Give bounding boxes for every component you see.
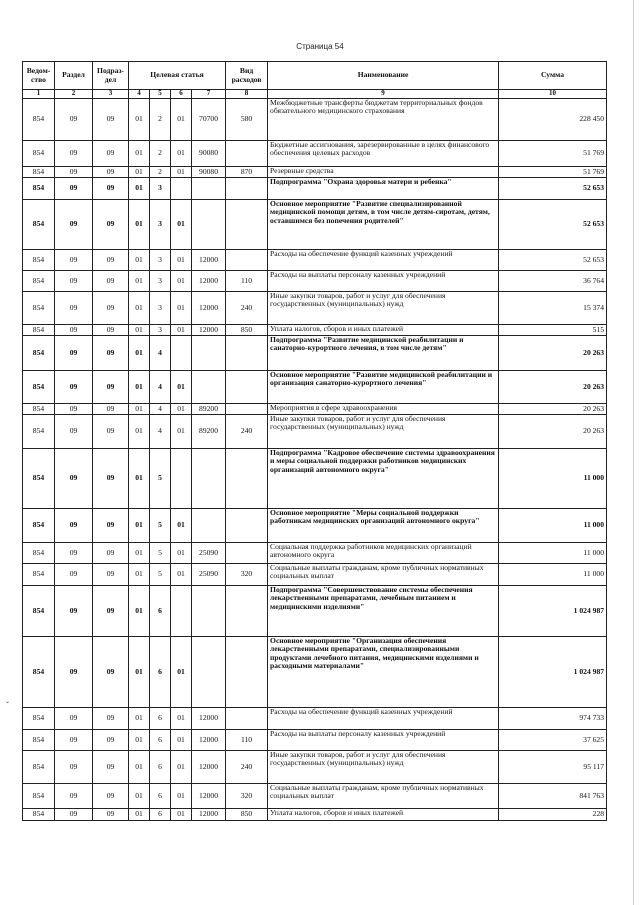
cell-naimenovanie: Расходы на выплаты персоналу казенных учреждений <box>268 271 499 292</box>
cell-vid-rashodov <box>226 586 268 637</box>
cell-podrazdel: 09 <box>93 415 129 449</box>
cell-naimenovanie: Мероприятия в сфере здравоохранения <box>268 404 499 415</box>
cell-celevaya-2: 4 <box>150 336 171 371</box>
cell-razdel: 09 <box>55 809 93 821</box>
table-row <box>23 543 607 564</box>
cell-celevaya-2: 3 <box>150 325 171 336</box>
header-summa: Сумма <box>499 62 607 90</box>
header-razdel: Раздел <box>55 62 93 90</box>
cell-celevaya-2: 5 <box>150 543 171 564</box>
cell-vedomstvo: 854 <box>23 730 55 751</box>
cell-celevaya-1: 01 <box>129 809 150 821</box>
cell-podrazdel: 09 <box>93 336 129 371</box>
budget-table <box>22 61 607 821</box>
cell-naimenovanie: Резервные средства <box>268 167 499 178</box>
header-row <box>23 62 607 90</box>
cell-naimenovanie: Межбюджетные трансферты бюджетам территориальных фондов обязательного медицинского страхования <box>268 99 499 141</box>
table-row <box>23 637 607 708</box>
cell-podrazdel: 09 <box>93 751 129 784</box>
cell-podrazdel: 09 <box>93 449 129 509</box>
cell-summa: 20 263 <box>499 336 607 371</box>
cell-celevaya-2: 6 <box>150 637 171 708</box>
cell-celevaya-1: 01 <box>129 325 150 336</box>
cell-razdel: 09 <box>55 178 93 200</box>
cell-podrazdel: 09 <box>93 809 129 821</box>
cell-vid-rashodov <box>226 141 268 167</box>
cell-celevaya-1: 01 <box>129 543 150 564</box>
cell-celevaya-3: 01 <box>171 564 192 586</box>
cell-podrazdel: 09 <box>93 404 129 415</box>
table-row <box>23 708 607 730</box>
cell-celevaya-4 <box>192 371 226 404</box>
cell-vid-rashodov <box>226 637 268 708</box>
cell-celevaya-2: 3 <box>150 250 171 271</box>
header-vedomstvo: Ведом-ство <box>23 62 55 90</box>
cell-celevaya-4: 12000 <box>192 730 226 751</box>
cell-celevaya-2: 4 <box>150 371 171 404</box>
cell-celevaya-1: 01 <box>129 404 150 415</box>
column-number: 10 <box>499 90 607 99</box>
cell-vedomstvo: 854 <box>23 404 55 415</box>
cell-summa: 51 769 <box>499 141 607 167</box>
cell-vid-rashodov: 240 <box>226 751 268 784</box>
cell-celevaya-4: 12000 <box>192 809 226 821</box>
cell-summa: 52 653 <box>499 250 607 271</box>
column-number: 5 <box>150 90 171 99</box>
cell-vid-rashodov <box>226 250 268 271</box>
cell-celevaya-3 <box>171 449 192 509</box>
cell-summa: 11 000 <box>499 509 607 543</box>
cell-celevaya-1: 01 <box>129 449 150 509</box>
cell-vid-rashodov: 320 <box>226 784 268 809</box>
table-row <box>23 509 607 543</box>
cell-naimenovanie: Подпрограмма "Охрана здоровья матери и ребенка" <box>268 178 499 200</box>
cell-razdel: 09 <box>55 292 93 325</box>
cell-podrazdel: 09 <box>93 292 129 325</box>
cell-razdel: 09 <box>55 449 93 509</box>
cell-razdel: 09 <box>55 637 93 708</box>
cell-summa: 228 <box>499 809 607 821</box>
cell-vedomstvo: 854 <box>23 509 55 543</box>
cell-vid-rashodov: 240 <box>226 415 268 449</box>
cell-summa: 52 653 <box>499 200 607 250</box>
cell-celevaya-1: 01 <box>129 509 150 543</box>
cell-celevaya-4: 89200 <box>192 415 226 449</box>
cell-razdel: 09 <box>55 250 93 271</box>
column-number: 2 <box>55 90 93 99</box>
cell-celevaya-3: 01 <box>171 141 192 167</box>
cell-celevaya-2: 6 <box>150 730 171 751</box>
cell-podrazdel: 09 <box>93 509 129 543</box>
cell-podrazdel: 09 <box>93 250 129 271</box>
cell-celevaya-1: 01 <box>129 167 150 178</box>
cell-summa: 1 024 987 <box>499 586 607 637</box>
cell-podrazdel: 09 <box>93 99 129 141</box>
table-row <box>23 325 607 336</box>
cell-summa: 52 653 <box>499 178 607 200</box>
table-row <box>23 292 607 325</box>
cell-celevaya-2: 6 <box>150 586 171 637</box>
cell-vedomstvo: 854 <box>23 415 55 449</box>
cell-podrazdel: 09 <box>93 784 129 809</box>
table-row <box>23 371 607 404</box>
cell-celevaya-4 <box>192 637 226 708</box>
cell-razdel: 09 <box>55 708 93 730</box>
cell-celevaya-4 <box>192 336 226 371</box>
table-row <box>23 564 607 586</box>
cell-vid-rashodov <box>226 371 268 404</box>
cell-vedomstvo: 854 <box>23 167 55 178</box>
column-number: 4 <box>129 90 150 99</box>
table-row <box>23 730 607 751</box>
cell-vid-rashodov <box>226 449 268 509</box>
cell-naimenovanie: Иные закупки товаров, работ и услуг для обеспечения государственных (муниципальных) нужд <box>268 292 499 325</box>
cell-podrazdel: 09 <box>93 271 129 292</box>
cell-naimenovanie: Подпрограмма "Кадровое обеспечение системы здравоохранения и меры социальной поддержки работников медицинских организаций автономного округа" <box>268 449 499 509</box>
cell-celevaya-3: 01 <box>171 99 192 141</box>
cell-celevaya-4 <box>192 509 226 543</box>
cell-celevaya-1: 01 <box>129 708 150 730</box>
table-row <box>23 271 607 292</box>
cell-celevaya-1: 01 <box>129 292 150 325</box>
cell-celevaya-4: 25090 <box>192 543 226 564</box>
cell-razdel: 09 <box>55 325 93 336</box>
cell-podrazdel: 09 <box>93 167 129 178</box>
cell-summa: 20 263 <box>499 371 607 404</box>
cell-naimenovanie: Социальные выплаты гражданам, кроме публичных нормативных социальных выплат <box>268 564 499 586</box>
cell-naimenovanie: Уплата налогов, сборов и иных платежей <box>268 809 499 821</box>
cell-summa: 515 <box>499 325 607 336</box>
cell-podrazdel: 09 <box>93 543 129 564</box>
cell-podrazdel: 09 <box>93 371 129 404</box>
cell-podrazdel: 09 <box>93 637 129 708</box>
cell-celevaya-3 <box>171 586 192 637</box>
cell-naimenovanie: Расходы на обеспечение функций казенных учреждений <box>268 250 499 271</box>
cell-summa: 95 117 <box>499 751 607 784</box>
cell-vid-rashodov: 240 <box>226 292 268 325</box>
cell-celevaya-2: 3 <box>150 292 171 325</box>
cell-naimenovanie: Иные закупки товаров, работ и услуг для обеспечения государственных (муниципальных) нужд <box>268 751 499 784</box>
cell-celevaya-3: 01 <box>171 809 192 821</box>
cell-summa: 1 024 987 <box>499 637 607 708</box>
cell-celevaya-3: 01 <box>171 325 192 336</box>
cell-summa: 228 450 <box>499 99 607 141</box>
cell-celevaya-3: 01 <box>171 509 192 543</box>
cell-celevaya-4: 12000 <box>192 325 226 336</box>
cell-celevaya-1: 01 <box>129 415 150 449</box>
column-number: 1 <box>23 90 55 99</box>
cell-celevaya-4: 12000 <box>192 250 226 271</box>
cell-celevaya-2: 6 <box>150 809 171 821</box>
cell-razdel: 09 <box>55 509 93 543</box>
cell-vedomstvo: 854 <box>23 250 55 271</box>
cell-celevaya-1: 01 <box>129 730 150 751</box>
cell-razdel: 09 <box>55 336 93 371</box>
cell-celevaya-1: 01 <box>129 586 150 637</box>
cell-summa: 37 625 <box>499 730 607 751</box>
cell-naimenovanie: Расходы на выплаты персоналу казенных учреждений <box>268 730 499 751</box>
cell-vedomstvo: 854 <box>23 637 55 708</box>
cell-vedomstvo: 854 <box>23 178 55 200</box>
cell-celevaya-2: 6 <box>150 751 171 784</box>
cell-vedomstvo: 854 <box>23 543 55 564</box>
cell-summa: 11 000 <box>499 564 607 586</box>
cell-celevaya-1: 01 <box>129 637 150 708</box>
cell-summa: 974 733 <box>499 708 607 730</box>
cell-celevaya-2: 3 <box>150 271 171 292</box>
cell-razdel: 09 <box>55 564 93 586</box>
page-title: Страница 54 <box>296 42 344 51</box>
cell-vedomstvo: 854 <box>23 336 55 371</box>
cell-razdel: 09 <box>55 371 93 404</box>
cell-vid-rashodov: 580 <box>226 99 268 141</box>
cell-vedomstvo: 854 <box>23 141 55 167</box>
table-row <box>23 141 607 167</box>
cell-vid-rashodov: 870 <box>226 167 268 178</box>
cell-vedomstvo: 854 <box>23 325 55 336</box>
cell-razdel: 09 <box>55 730 93 751</box>
column-number: 9 <box>268 90 499 99</box>
cell-naimenovanie: Основное мероприятие "Развитие специализированной медицинской помощи детям, в том числе детям-сиротам, детям, оставшимся без попечения родителей" <box>268 200 499 250</box>
cell-celevaya-3: 01 <box>171 415 192 449</box>
cell-podrazdel: 09 <box>93 730 129 751</box>
cell-vedomstvo: 854 <box>23 292 55 325</box>
table-row <box>23 250 607 271</box>
cell-celevaya-4: 70700 <box>192 99 226 141</box>
table-row <box>23 178 607 200</box>
cell-podrazdel: 09 <box>93 141 129 167</box>
cell-vedomstvo: 854 <box>23 271 55 292</box>
column-number: 6 <box>171 90 192 99</box>
cell-celevaya-3: 01 <box>171 200 192 250</box>
cell-celevaya-3: 01 <box>171 167 192 178</box>
column-number: 7 <box>192 90 226 99</box>
cell-naimenovanie: Расходы на обеспечение функций казенных учреждений <box>268 708 499 730</box>
cell-razdel: 09 <box>55 167 93 178</box>
cell-celevaya-3: 01 <box>171 543 192 564</box>
cell-celevaya-3: 01 <box>171 292 192 325</box>
cell-celevaya-4 <box>192 586 226 637</box>
cell-vid-rashodov: 320 <box>226 564 268 586</box>
cell-razdel: 09 <box>55 200 93 250</box>
table-row <box>23 99 607 141</box>
cell-celevaya-1: 01 <box>129 271 150 292</box>
cell-celevaya-3: 01 <box>171 708 192 730</box>
cell-celevaya-2: 2 <box>150 141 171 167</box>
cell-summa: 11 000 <box>499 449 607 509</box>
cell-celevaya-4: 12000 <box>192 751 226 784</box>
cell-celevaya-1: 01 <box>129 336 150 371</box>
cell-celevaya-1: 01 <box>129 141 150 167</box>
cell-naimenovanie: Бюджетные ассигнования, зарезервированные в целях финансового обеспечения целевых расходов <box>268 141 499 167</box>
cell-vid-rashodov: 850 <box>226 809 268 821</box>
cell-naimenovanie: Основное мероприятие "Развитие медицинской реабилитации и организация санаторно-курортного лечения" <box>268 371 499 404</box>
cell-celevaya-3: 01 <box>171 637 192 708</box>
cell-vedomstvo: 854 <box>23 586 55 637</box>
cell-celevaya-2: 5 <box>150 509 171 543</box>
cell-celevaya-4: 90080 <box>192 141 226 167</box>
header-podrazdel: Подраз-дел <box>93 62 129 90</box>
cell-celevaya-2: 6 <box>150 708 171 730</box>
cell-summa: 20 263 <box>499 404 607 415</box>
cell-celevaya-4: 25090 <box>192 564 226 586</box>
table-row <box>23 809 607 821</box>
cell-celevaya-1: 01 <box>129 200 150 250</box>
cell-summa: 20 263 <box>499 415 607 449</box>
header-celevaya-statya: Целевая статья <box>129 62 226 90</box>
cell-naimenovanie: Основное мероприятие "Меры социальной поддержки работникам медицинских организаций автономного округа" <box>268 509 499 543</box>
cell-vid-rashodov <box>226 404 268 415</box>
header-naimenovanie: Наименование <box>268 62 499 90</box>
cell-celevaya-4 <box>192 449 226 509</box>
cell-summa: 11 000 <box>499 543 607 564</box>
column-number-row <box>23 90 607 99</box>
cell-vedomstvo: 854 <box>23 784 55 809</box>
cell-celevaya-4 <box>192 178 226 200</box>
cell-razdel: 09 <box>55 784 93 809</box>
cell-vedomstvo: 854 <box>23 751 55 784</box>
cell-vedomstvo: 854 <box>23 809 55 821</box>
cell-celevaya-4: 12000 <box>192 292 226 325</box>
cell-celevaya-1: 01 <box>129 784 150 809</box>
cell-vedomstvo: 854 <box>23 564 55 586</box>
table-row <box>23 415 607 449</box>
table-row <box>23 586 607 637</box>
column-number: 8 <box>226 90 268 99</box>
cell-celevaya-3: 01 <box>171 784 192 809</box>
cell-summa: 15 374 <box>499 292 607 325</box>
cell-vid-rashodov <box>226 178 268 200</box>
cell-vedomstvo: 854 <box>23 708 55 730</box>
cell-celevaya-3: 01 <box>171 751 192 784</box>
table-row <box>23 167 607 178</box>
cell-razdel: 09 <box>55 586 93 637</box>
cell-celevaya-3: 01 <box>171 250 192 271</box>
cell-summa: 51 769 <box>499 167 607 178</box>
table-row <box>23 449 607 509</box>
cell-celevaya-4: 89200 <box>192 404 226 415</box>
page-edge-line <box>633 0 634 905</box>
table-row <box>23 336 607 371</box>
cell-celevaya-1: 01 <box>129 564 150 586</box>
cell-naimenovanie: Социальные выплаты гражданам, кроме публичных нормативных социальных выплат <box>268 784 499 809</box>
cell-vid-rashodov: 110 <box>226 730 268 751</box>
cell-razdel: 09 <box>55 751 93 784</box>
cell-vid-rashodov <box>226 509 268 543</box>
cell-vid-rashodov <box>226 336 268 371</box>
cell-vedomstvo: 854 <box>23 371 55 404</box>
table-row <box>23 784 607 809</box>
cell-podrazdel: 09 <box>93 200 129 250</box>
cell-razdel: 09 <box>55 415 93 449</box>
cell-celevaya-1: 01 <box>129 371 150 404</box>
table-row <box>23 200 607 250</box>
cell-celevaya-2: 5 <box>150 449 171 509</box>
cell-celevaya-2: 2 <box>150 99 171 141</box>
cell-vedomstvo: 854 <box>23 449 55 509</box>
cell-vedomstvo: 854 <box>23 200 55 250</box>
cell-celevaya-2: 3 <box>150 178 171 200</box>
cell-celevaya-3 <box>171 178 192 200</box>
scan-mark: ˇ <box>6 700 9 710</box>
header-vid-rashodov: Вид расходов <box>226 62 268 90</box>
cell-celevaya-2: 2 <box>150 167 171 178</box>
cell-naimenovanie: Иные закупки товаров, работ и услуг для обеспечения государственных (муниципальных) нужд <box>268 415 499 449</box>
cell-celevaya-2: 5 <box>150 564 171 586</box>
cell-celevaya-3 <box>171 336 192 371</box>
cell-vid-rashodov <box>226 200 268 250</box>
cell-celevaya-1: 01 <box>129 250 150 271</box>
cell-celevaya-2: 4 <box>150 404 171 415</box>
cell-celevaya-3: 01 <box>171 271 192 292</box>
cell-celevaya-4: 12000 <box>192 784 226 809</box>
cell-celevaya-3: 01 <box>171 730 192 751</box>
cell-razdel: 09 <box>55 271 93 292</box>
cell-celevaya-1: 01 <box>129 99 150 141</box>
cell-podrazdel: 09 <box>93 708 129 730</box>
cell-summa: 36 764 <box>499 271 607 292</box>
cell-celevaya-2: 6 <box>150 784 171 809</box>
cell-celevaya-2: 3 <box>150 200 171 250</box>
table-row <box>23 404 607 415</box>
cell-razdel: 09 <box>55 99 93 141</box>
cell-vid-rashodov: 850 <box>226 325 268 336</box>
cell-vid-rashodov <box>226 543 268 564</box>
cell-podrazdel: 09 <box>93 178 129 200</box>
cell-naimenovanie: Основное мероприятие "Организация обеспечения лекарственными препаратами, специализированными продуктами лечебного питания, медицинскими изделиями и расходными материалами" <box>268 637 499 708</box>
cell-celevaya-1: 01 <box>129 178 150 200</box>
cell-naimenovanie: Подпрограмма "Совершенствование системы обеспечения лекарственными препаратами, лечебным питанием и медицинскими изделиями" <box>268 586 499 637</box>
cell-celevaya-2: 4 <box>150 415 171 449</box>
cell-razdel: 09 <box>55 543 93 564</box>
cell-podrazdel: 09 <box>93 586 129 637</box>
cell-naimenovanie: Подпрограмма "Развитие медицинской реабилитации и санаторно-курортного лечения, в том числе детям" <box>268 336 499 371</box>
cell-razdel: 09 <box>55 141 93 167</box>
cell-vid-rashodov <box>226 708 268 730</box>
cell-celevaya-1: 01 <box>129 751 150 784</box>
cell-podrazdel: 09 <box>93 325 129 336</box>
cell-celevaya-4: 90080 <box>192 167 226 178</box>
cell-naimenovanie: Уплата налогов, сборов и иных платежей <box>268 325 499 336</box>
cell-vid-rashodov: 110 <box>226 271 268 292</box>
cell-celevaya-4 <box>192 200 226 250</box>
table-row <box>23 751 607 784</box>
cell-podrazdel: 09 <box>93 564 129 586</box>
cell-razdel: 09 <box>55 404 93 415</box>
cell-celevaya-4: 12000 <box>192 708 226 730</box>
cell-vedomstvo: 854 <box>23 99 55 141</box>
cell-celevaya-4: 12000 <box>192 271 226 292</box>
cell-celevaya-3: 01 <box>171 371 192 404</box>
cell-summa: 841 763 <box>499 784 607 809</box>
cell-naimenovanie: Социальная поддержка работников медицинских организаций автономного округа <box>268 543 499 564</box>
column-number: 3 <box>93 90 129 99</box>
cell-celevaya-3: 01 <box>171 404 192 415</box>
